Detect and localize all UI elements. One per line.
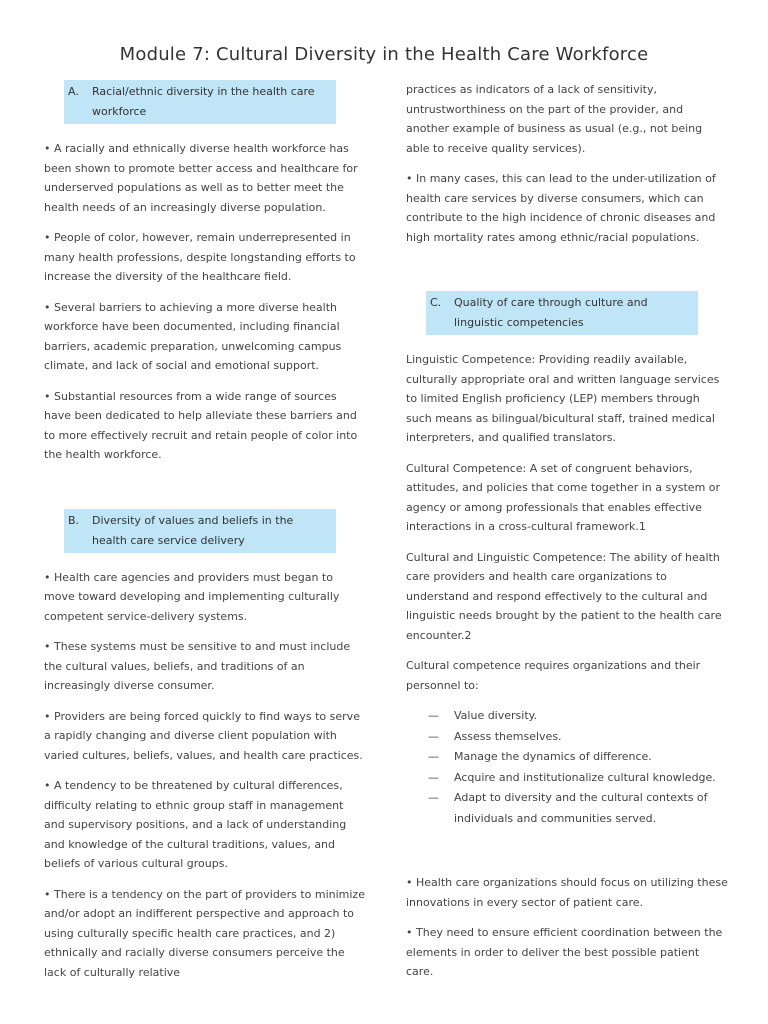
list-item-text: Assess themselves.	[454, 729, 562, 743]
requirements-intro: Cultural competence requires organizations and their personnel to:	[406, 659, 701, 692]
cultural-competence-paragraph: Cultural Competence: A set of congruent behaviors, attitudes, and policies that come together in a system or agency or among professionals that enables effective interactions in a cross-cultural framework.1	[406, 461, 721, 533]
dash-marker: —	[428, 770, 439, 784]
dash-marker: —	[428, 750, 439, 763]
section-c-letter: C.	[430, 296, 442, 309]
dash-marker: —	[428, 791, 439, 804]
section-c-heading	[426, 291, 698, 335]
section-b-bullet-2: • These systems must be sensitive to and must include the cultural values, beliefs, and traditions of an increasingly diverse consumer.	[44, 637, 366, 696]
section-c-bullet-2: • They need to ensure efficient coordination between the elements in order to deliver the best possible patient care.	[406, 923, 728, 982]
section-a-heading	[64, 80, 336, 124]
list-item	[428, 727, 728, 748]
dash-marker: —	[428, 709, 439, 722]
section-b-bullet-1: • Health care agencies and providers must began to move toward developing and implementing culturally competent service-delivery systems.	[44, 568, 366, 627]
section-a-heading-text: Racial/ethnic diversity in the health care workforce	[92, 85, 315, 118]
left-column	[44, 80, 366, 982]
section-c-heading-text: Quality of care through culture and linguistic competencies	[454, 296, 648, 329]
list-item-text: Value diversity.	[454, 709, 538, 722]
list-item-text: Adapt to diversity and the cultural contexts of individuals and communities served.	[454, 791, 708, 825]
section-b-bullet-6: • In many cases, this can lead to the under-utilization of health care services by diverse consumers, which can contribute to the high incidence of chronic diseases and high mortality rates among ethnic/racial populations.	[406, 169, 728, 247]
section-c-bullet-1: • Health care organizations should focus on utilizing these innovations in every sector of patient care.	[406, 873, 728, 912]
section-b-bullet-4: • A tendency to be threatened by cultural differences, difficulty relating to ethnic group staff in management and supervisory positions, and a lack of understanding and knowledge of the cultural traditions, values, and beliefs of various cultural groups.	[44, 776, 366, 874]
section-b-heading	[64, 509, 336, 553]
section-b-letter: B.	[68, 513, 80, 527]
list-item-text: Acquire and institutionalize cultural knowledge.	[454, 770, 716, 784]
section-a-letter: A.	[68, 85, 79, 98]
section-b-continuation: practices as indicators of a lack of sensitivity, untrustworthiness on the part of the provider, and another example of business as usual (e.g., not being able to receive quality services).	[406, 83, 703, 155]
right-column	[406, 80, 728, 982]
list-item	[428, 788, 728, 829]
list-item	[428, 768, 728, 789]
list-item	[428, 747, 728, 768]
section-a-bullet-1: • A racially and ethnically diverse health workforce has been shown to promote better access and healthcare for underserved populations as well as to better meet the health needs of an increasingly diverse population.	[44, 139, 366, 217]
cultural-linguistic-competence-paragraph: Cultural and Linguistic Competence: The ability of health care providers and health care organizations to understand and respond effectively to the cultural and linguistic needs brought by the patient to the health care encounter.2	[406, 550, 722, 642]
list-item	[428, 706, 728, 727]
section-a-bullet-2: • People of color, however, remain underrepresented in many health professions, despite longstanding efforts to increase the diversity of the healthcare field.	[44, 228, 366, 287]
section-a-bullet-4: • Substantial resources from a wide range of sources have been dedicated to help alleviate these barriers and to more effectively recruit and retain people of color into the health workforce.	[44, 387, 366, 465]
dash-marker: —	[428, 729, 439, 743]
section-b-heading-text: Diversity of values and beliefs in the health care service delivery	[92, 513, 294, 547]
list-item-text: Manage the dynamics of difference.	[454, 750, 652, 763]
linguistic-competence-paragraph: Linguistic Competence: Providing readily available, culturally appropriate oral and written language services to limited English proficiency (LEP) members through such means as bilingual/bicultural staff, trained medical interpreters, and qualified translators.	[406, 353, 720, 444]
requirements-list	[406, 706, 728, 829]
page-title: Module 7: Cultural Diversity in the Health Care Workforce	[119, 44, 649, 65]
section-a-bullet-3: • Several barriers to achieving a more diverse health workforce have been documented, including financial barriers, academic preparation, unwelcoming campus climate, and lack of social and emotional support.	[44, 298, 366, 376]
section-b-bullet-3: • Providers are being forced quickly to find ways to serve a rapidly changing and diverse client population with varied cultures, beliefs, values, and health care practices.	[44, 707, 366, 766]
section-b-bullet-5: • There is a tendency on the part of providers to minimize and/or adopt an indifferent perspective and approach to using culturally specific health care practices, and 2) ethnically and racially diverse consumers perceive the lack of culturally relative	[44, 885, 366, 983]
